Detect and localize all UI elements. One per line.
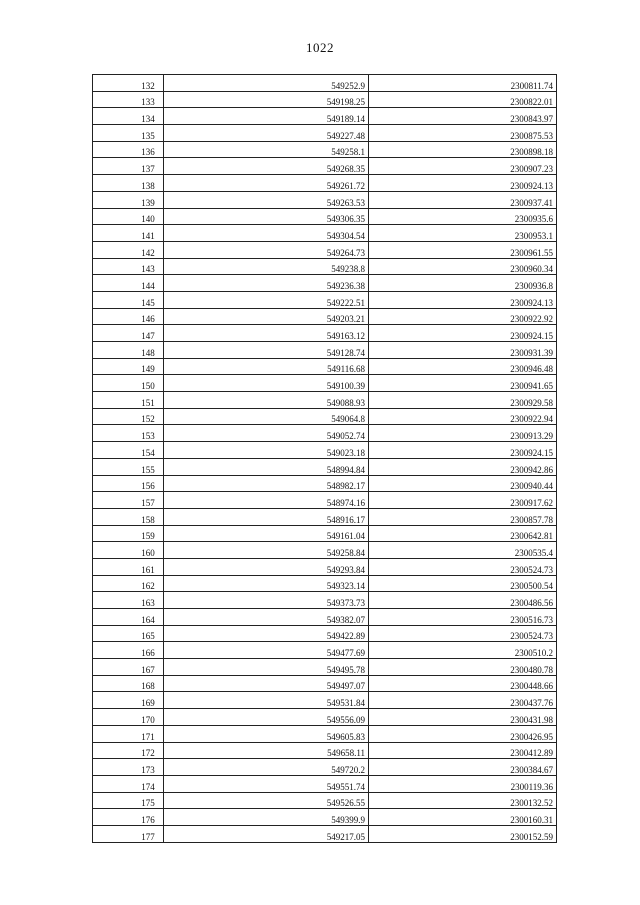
table-row (93, 742, 557, 759)
x-coordinate-cell: 549052.74 (164, 425, 369, 442)
x-coordinate-cell: 549198.25 (164, 91, 369, 108)
point-number-cell: 138 (93, 175, 164, 192)
y-coordinate-cell: 2300843.97 (369, 108, 557, 125)
y-coordinate-cell: 2300940.44 (369, 475, 557, 492)
table-row (93, 625, 557, 642)
point-number-cell: 168 (93, 675, 164, 692)
point-number-cell: 162 (93, 575, 164, 592)
y-coordinate-cell: 2300922.94 (369, 408, 557, 425)
y-coordinate-cell: 2300431.98 (369, 709, 557, 726)
point-number-cell: 143 (93, 258, 164, 275)
x-coordinate-cell: 549263.53 (164, 191, 369, 208)
x-coordinate-cell: 549163.12 (164, 325, 369, 342)
x-coordinate-cell: 549495.78 (164, 659, 369, 676)
table-row (93, 358, 557, 375)
y-coordinate-cell: 2300946.48 (369, 358, 557, 375)
x-coordinate-cell: 549227.48 (164, 125, 369, 142)
x-coordinate-cell: 549222.51 (164, 291, 369, 308)
x-coordinate-cell: 549658.11 (164, 742, 369, 759)
x-coordinate-cell: 549236.38 (164, 275, 369, 292)
y-coordinate-cell: 2300924.13 (369, 291, 557, 308)
y-coordinate-cell: 2300822.01 (369, 91, 557, 108)
point-number-cell: 154 (93, 442, 164, 459)
x-coordinate-cell: 549252.9 (164, 75, 369, 92)
table-row (93, 475, 557, 492)
x-coordinate-cell: 549556.09 (164, 709, 369, 726)
point-number-cell: 140 (93, 208, 164, 225)
table-row (93, 458, 557, 475)
point-number-cell: 139 (93, 191, 164, 208)
x-coordinate-cell: 549526.55 (164, 792, 369, 809)
table-row (93, 141, 557, 158)
y-coordinate-cell: 2300524.73 (369, 625, 557, 642)
table-row (93, 392, 557, 409)
y-coordinate-cell: 2300384.67 (369, 759, 557, 776)
point-number-cell: 172 (93, 742, 164, 759)
x-coordinate-cell: 549217.05 (164, 825, 369, 842)
x-coordinate-cell: 549116.68 (164, 358, 369, 375)
y-coordinate-cell: 2300924.15 (369, 325, 557, 342)
point-number-cell: 157 (93, 492, 164, 509)
table-row (93, 525, 557, 542)
table-row (93, 508, 557, 525)
y-coordinate-cell: 2300960.34 (369, 258, 557, 275)
y-coordinate-cell: 2300811.74 (369, 75, 557, 92)
x-coordinate-cell: 549531.84 (164, 692, 369, 709)
x-coordinate-cell: 549304.54 (164, 225, 369, 242)
point-number-cell: 152 (93, 408, 164, 425)
y-coordinate-cell: 2300500.54 (369, 575, 557, 592)
coordinates-table (92, 74, 557, 843)
x-coordinate-cell: 549023.18 (164, 442, 369, 459)
table-row (93, 659, 557, 676)
y-coordinate-cell: 2300937.41 (369, 191, 557, 208)
table-row (93, 291, 557, 308)
y-coordinate-cell: 2300642.81 (369, 525, 557, 542)
x-coordinate-cell: 548994.84 (164, 458, 369, 475)
table-row (93, 325, 557, 342)
y-coordinate-cell: 2300486.56 (369, 592, 557, 609)
table-row (93, 675, 557, 692)
table-row (93, 375, 557, 392)
table-row (93, 75, 557, 92)
table-row (93, 609, 557, 626)
x-coordinate-cell: 549261.72 (164, 175, 369, 192)
x-coordinate-cell: 549373.73 (164, 592, 369, 609)
table-row (93, 125, 557, 142)
x-coordinate-cell: 549477.69 (164, 642, 369, 659)
table-row (93, 575, 557, 592)
table-row (93, 225, 557, 242)
y-coordinate-cell: 2300412.89 (369, 742, 557, 759)
x-coordinate-cell: 549088.93 (164, 392, 369, 409)
point-number-cell: 166 (93, 642, 164, 659)
table-row (93, 775, 557, 792)
x-coordinate-cell: 549605.83 (164, 725, 369, 742)
table-row (93, 692, 557, 709)
point-number-cell: 134 (93, 108, 164, 125)
point-number-cell: 160 (93, 542, 164, 559)
y-coordinate-cell: 2300929.58 (369, 392, 557, 409)
point-number-cell: 148 (93, 342, 164, 359)
y-coordinate-cell: 2300524.73 (369, 558, 557, 575)
table-row (93, 308, 557, 325)
y-coordinate-cell: 2300922.92 (369, 308, 557, 325)
point-number-cell: 161 (93, 558, 164, 575)
point-number-cell: 173 (93, 759, 164, 776)
table-row (93, 91, 557, 108)
y-coordinate-cell: 2300510.2 (369, 642, 557, 659)
x-coordinate-cell: 549161.04 (164, 525, 369, 542)
x-coordinate-cell: 549551.74 (164, 775, 369, 792)
x-coordinate-cell: 549323.14 (164, 575, 369, 592)
point-number-cell: 133 (93, 91, 164, 108)
y-coordinate-cell: 2300535.4 (369, 542, 557, 559)
y-coordinate-cell: 2300936.8 (369, 275, 557, 292)
table-row (93, 792, 557, 809)
x-coordinate-cell: 549497.07 (164, 675, 369, 692)
point-number-cell: 145 (93, 291, 164, 308)
x-coordinate-cell: 548982.17 (164, 475, 369, 492)
y-coordinate-cell: 2300480.78 (369, 659, 557, 676)
point-number-cell: 164 (93, 609, 164, 626)
table-row (93, 275, 557, 292)
x-coordinate-cell: 549720.2 (164, 759, 369, 776)
point-number-cell: 159 (93, 525, 164, 542)
table-row (93, 241, 557, 258)
table-row (93, 558, 557, 575)
table-row (93, 408, 557, 425)
y-coordinate-cell: 2300119.36 (369, 775, 557, 792)
y-coordinate-cell: 2300437.76 (369, 692, 557, 709)
y-coordinate-cell: 2300953.1 (369, 225, 557, 242)
point-number-cell: 153 (93, 425, 164, 442)
table-row (93, 258, 557, 275)
y-coordinate-cell: 2300924.13 (369, 175, 557, 192)
x-coordinate-cell: 549189.14 (164, 108, 369, 125)
x-coordinate-cell: 549258.84 (164, 542, 369, 559)
table-row (93, 342, 557, 359)
x-coordinate-cell: 549100.39 (164, 375, 369, 392)
point-number-cell: 165 (93, 625, 164, 642)
table-row (93, 825, 557, 842)
point-number-cell: 132 (93, 75, 164, 92)
page-number: 1022 (306, 40, 334, 55)
point-number-cell: 156 (93, 475, 164, 492)
table-row (93, 759, 557, 776)
table-row (93, 592, 557, 609)
point-number-cell: 174 (93, 775, 164, 792)
point-number-cell: 141 (93, 225, 164, 242)
coordinates-table-body (93, 75, 557, 843)
y-coordinate-cell: 2300516.73 (369, 609, 557, 626)
x-coordinate-cell: 549238.8 (164, 258, 369, 275)
table-row (93, 191, 557, 208)
x-coordinate-cell: 549306.35 (164, 208, 369, 225)
y-coordinate-cell: 2300426.95 (369, 725, 557, 742)
table-row (93, 542, 557, 559)
y-coordinate-cell: 2300448.66 (369, 675, 557, 692)
point-number-cell: 136 (93, 141, 164, 158)
point-number-cell: 146 (93, 308, 164, 325)
x-coordinate-cell: 549264.73 (164, 241, 369, 258)
point-number-cell: 163 (93, 592, 164, 609)
table-row (93, 208, 557, 225)
x-coordinate-cell: 549203.21 (164, 308, 369, 325)
table-row (93, 709, 557, 726)
point-number-cell: 171 (93, 725, 164, 742)
x-coordinate-cell: 549258.1 (164, 141, 369, 158)
y-coordinate-cell: 2300942.86 (369, 458, 557, 475)
table-row (93, 642, 557, 659)
y-coordinate-cell: 2300875.53 (369, 125, 557, 142)
table-row (93, 158, 557, 175)
y-coordinate-cell: 2300152.59 (369, 825, 557, 842)
x-coordinate-cell: 549382.07 (164, 609, 369, 626)
table-row (93, 492, 557, 509)
y-coordinate-cell: 2300132.52 (369, 792, 557, 809)
point-number-cell: 150 (93, 375, 164, 392)
y-coordinate-cell: 2300931.39 (369, 342, 557, 359)
y-coordinate-cell: 2300907.23 (369, 158, 557, 175)
y-coordinate-cell: 2300935.6 (369, 208, 557, 225)
point-number-cell: 170 (93, 709, 164, 726)
point-number-cell: 137 (93, 158, 164, 175)
y-coordinate-cell: 2300160.31 (369, 809, 557, 826)
table-row (93, 175, 557, 192)
point-number-cell: 144 (93, 275, 164, 292)
x-coordinate-cell: 549268.35 (164, 158, 369, 175)
x-coordinate-cell: 549422.89 (164, 625, 369, 642)
x-coordinate-cell: 548974.16 (164, 492, 369, 509)
point-number-cell: 147 (93, 325, 164, 342)
point-number-cell: 135 (93, 125, 164, 142)
x-coordinate-cell: 549128.74 (164, 342, 369, 359)
y-coordinate-cell: 2300924.15 (369, 442, 557, 459)
point-number-cell: 169 (93, 692, 164, 709)
point-number-cell: 167 (93, 659, 164, 676)
x-coordinate-cell: 549064.8 (164, 408, 369, 425)
point-number-cell: 151 (93, 392, 164, 409)
point-number-cell: 155 (93, 458, 164, 475)
point-number-cell: 158 (93, 508, 164, 525)
table-row (93, 108, 557, 125)
y-coordinate-cell: 2300917.62 (369, 492, 557, 509)
y-coordinate-cell: 2300941.65 (369, 375, 557, 392)
y-coordinate-cell: 2300898.18 (369, 141, 557, 158)
y-coordinate-cell: 2300857.78 (369, 508, 557, 525)
table-row (93, 442, 557, 459)
x-coordinate-cell: 549293.84 (164, 558, 369, 575)
x-coordinate-cell: 548916.17 (164, 508, 369, 525)
x-coordinate-cell: 549399.9 (164, 809, 369, 826)
point-number-cell: 177 (93, 825, 164, 842)
y-coordinate-cell: 2300961.55 (369, 241, 557, 258)
point-number-cell: 149 (93, 358, 164, 375)
y-coordinate-cell: 2300913.29 (369, 425, 557, 442)
table-row (93, 425, 557, 442)
table-row (93, 725, 557, 742)
point-number-cell: 142 (93, 241, 164, 258)
table-row (93, 809, 557, 826)
point-number-cell: 175 (93, 792, 164, 809)
point-number-cell: 176 (93, 809, 164, 826)
